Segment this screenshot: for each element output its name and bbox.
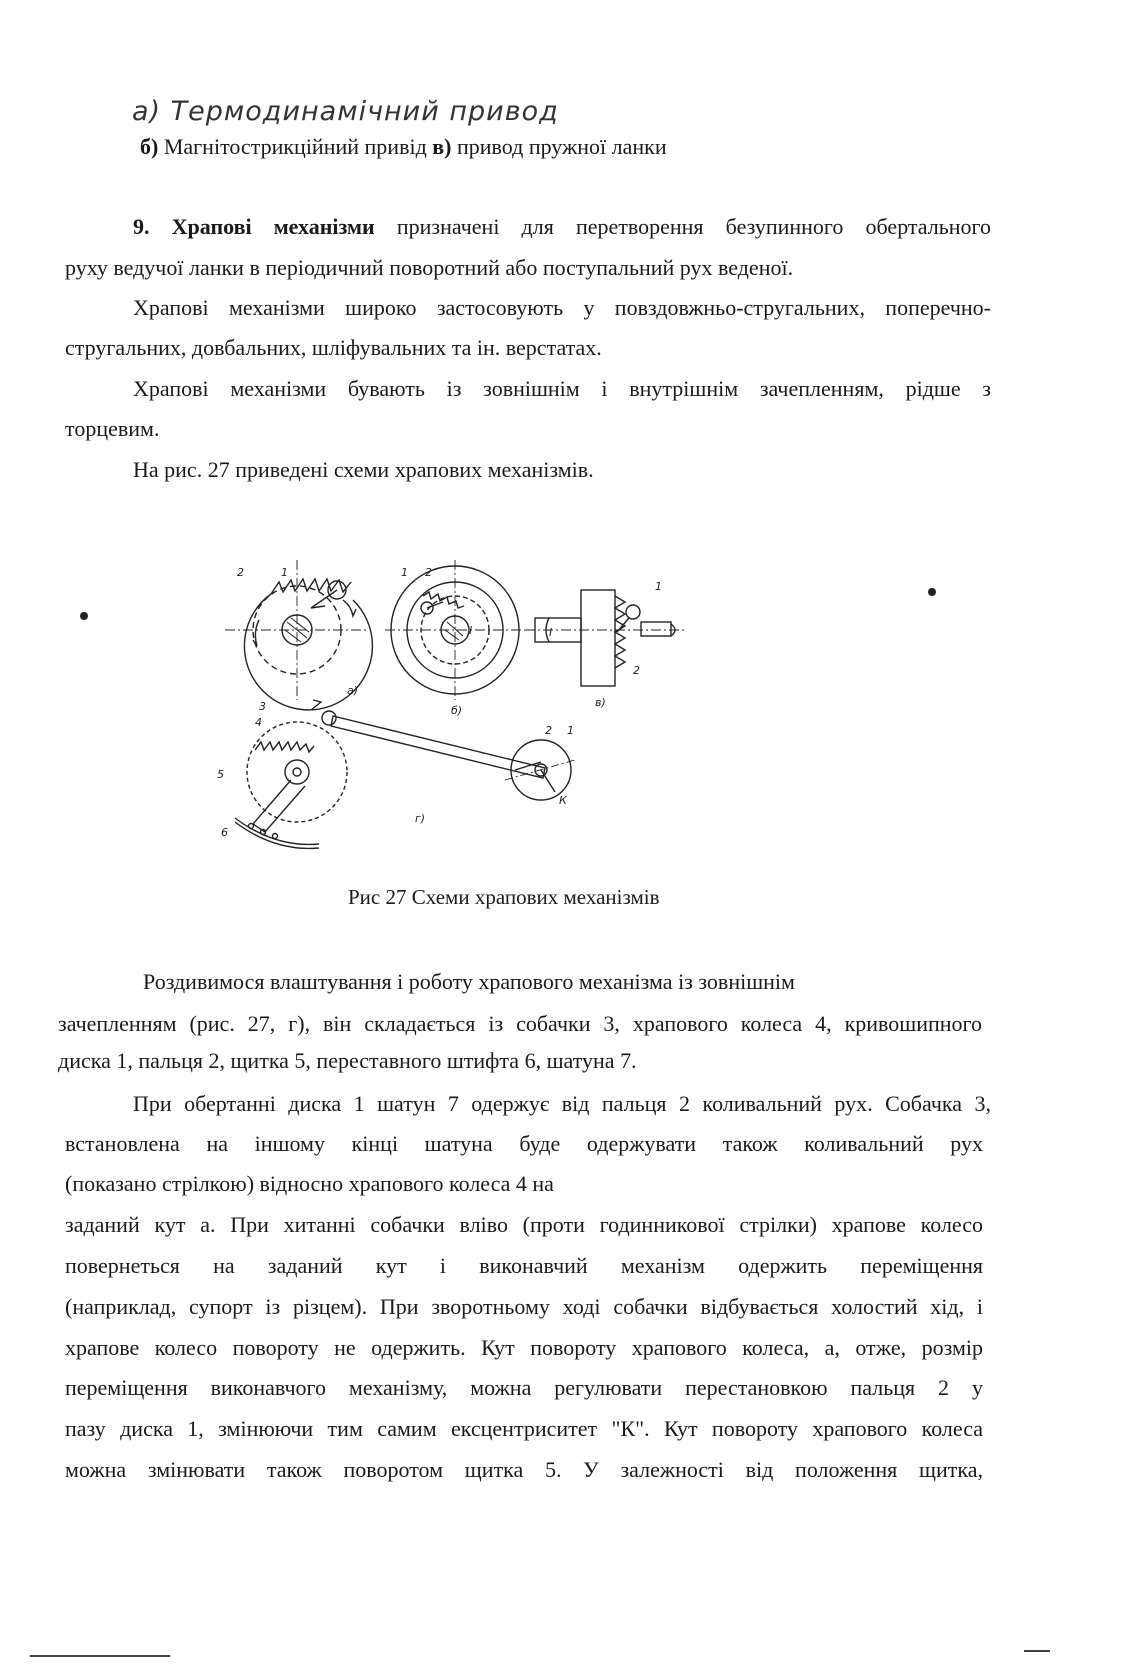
body-line-5: встановлена на іншому кінці шатуна буде одержувати також коливальний рух (65, 1131, 983, 1156)
section-line2: руху ведучої ланки в періодичний поворотний або поступальний рух веденої. (65, 255, 794, 280)
label-1: 1 (281, 566, 288, 579)
body-line-3: диска 1, пальця 2, щитка 5, переставного штифта 6, шатуна 7. (58, 1048, 637, 1073)
label-3: 3 (259, 700, 266, 713)
figure-caption: Рис 27 Схеми храпових механізмів (348, 885, 660, 909)
label-2: 2 (237, 566, 244, 579)
body-line-10: храпове колесо повороту не одержить. Кут повороту храпового колеса, а, отже, розмір (65, 1335, 983, 1360)
para3-line1: Храпові механізми бувають із зовнішнім і внутрішнім зачепленням, рідше з (133, 376, 991, 401)
body-line-9: (наприклад, супорт із різцем). При зворотньому ході собачки відбувається холостий хід, і (65, 1294, 983, 1319)
ratchet-g-diagram (235, 700, 575, 848)
ratchet-b-diagram (385, 560, 525, 700)
label-6: 6 (221, 826, 228, 839)
body-line-6: (показано стрілкою) відносно храпового колеса 4 на (65, 1171, 554, 1196)
section-title: Храпові механізми (171, 214, 375, 239)
scan-edge-line (1024, 1650, 1050, 1652)
option-v-text: привод пружної ланки (456, 134, 667, 159)
label-k: К (559, 794, 567, 807)
section-line1-rest: призначені для перетворення безупинного обертального (396, 214, 992, 239)
body-line-2: зачепленням (рис. 27, г), він складається із собачки 3, храпового колеса 4, кривошипного (58, 1011, 982, 1036)
body-line-4: При обертанні диска 1 шатун 7 одержує від пальця 2 коливальний рух. Собачка 3, (133, 1091, 991, 1116)
para4: На рис. 27 приведені схеми храпових механізмів. (133, 457, 594, 482)
label-5: 5 (217, 768, 224, 781)
body-line-11: переміщення виконавчого механізму, можна регулювати перестановкою пальця 2 у (65, 1375, 983, 1400)
label-roman-1: I (549, 626, 553, 639)
options-line (140, 132, 667, 162)
label-1: 1 (655, 580, 662, 593)
handwritten-option-a: а) Термодинамічний привод (132, 96, 559, 127)
figure-labels (217, 566, 662, 839)
label-1: 1 (567, 724, 574, 737)
option-b-text: Магнітострикційний привід (163, 134, 427, 159)
label-1: 1 (401, 566, 408, 579)
label-v: в) (595, 696, 606, 709)
ratchet-figure (215, 560, 685, 850)
body-line-13: можна змінювати також поворотом щитка 5. У залежності від положення щитка, (65, 1457, 983, 1482)
option-v-label: в) (432, 134, 452, 159)
para3-line2: торцевим. (65, 416, 160, 441)
body-line-7: заданий кут а. При хитанні собачки вліво (проти годинникової стрілки) храпове колесо (65, 1212, 983, 1237)
label-g: г) (415, 812, 426, 825)
label-4: 4 (255, 716, 262, 729)
scan-edge-line (30, 1655, 170, 1657)
section-heading-line (133, 212, 991, 242)
label-roman-1: I (469, 624, 473, 637)
body-line-1: Роздивимося влаштування і роботу храпового механізма із зовнішнім (143, 969, 795, 994)
scan-speck (80, 612, 88, 620)
label-2: 2 (545, 724, 552, 737)
label-a: а) (347, 684, 359, 697)
para2-line2: стругальних, довбальних, шліфувальних та ін. верстатах. (65, 335, 602, 360)
scan-speck (928, 588, 936, 596)
option-b-label: б) (140, 134, 159, 159)
body-line-8: повернеться на заданий кут і виконавчий механізм одержить переміщення (65, 1253, 983, 1278)
label-2: 2 (633, 664, 640, 677)
section-number: 9. (133, 214, 150, 239)
label-2: 2 (425, 566, 432, 579)
body-line-12: пазу диска 1, змінюючи тим самим ексцентриситет "К". Кут повороту храпового колеса (65, 1416, 983, 1441)
label-b: б) (451, 704, 463, 717)
para2-line1: Храпові механізми широко застосовують у повздовжньо-стругальних, поперечно- (133, 295, 991, 320)
